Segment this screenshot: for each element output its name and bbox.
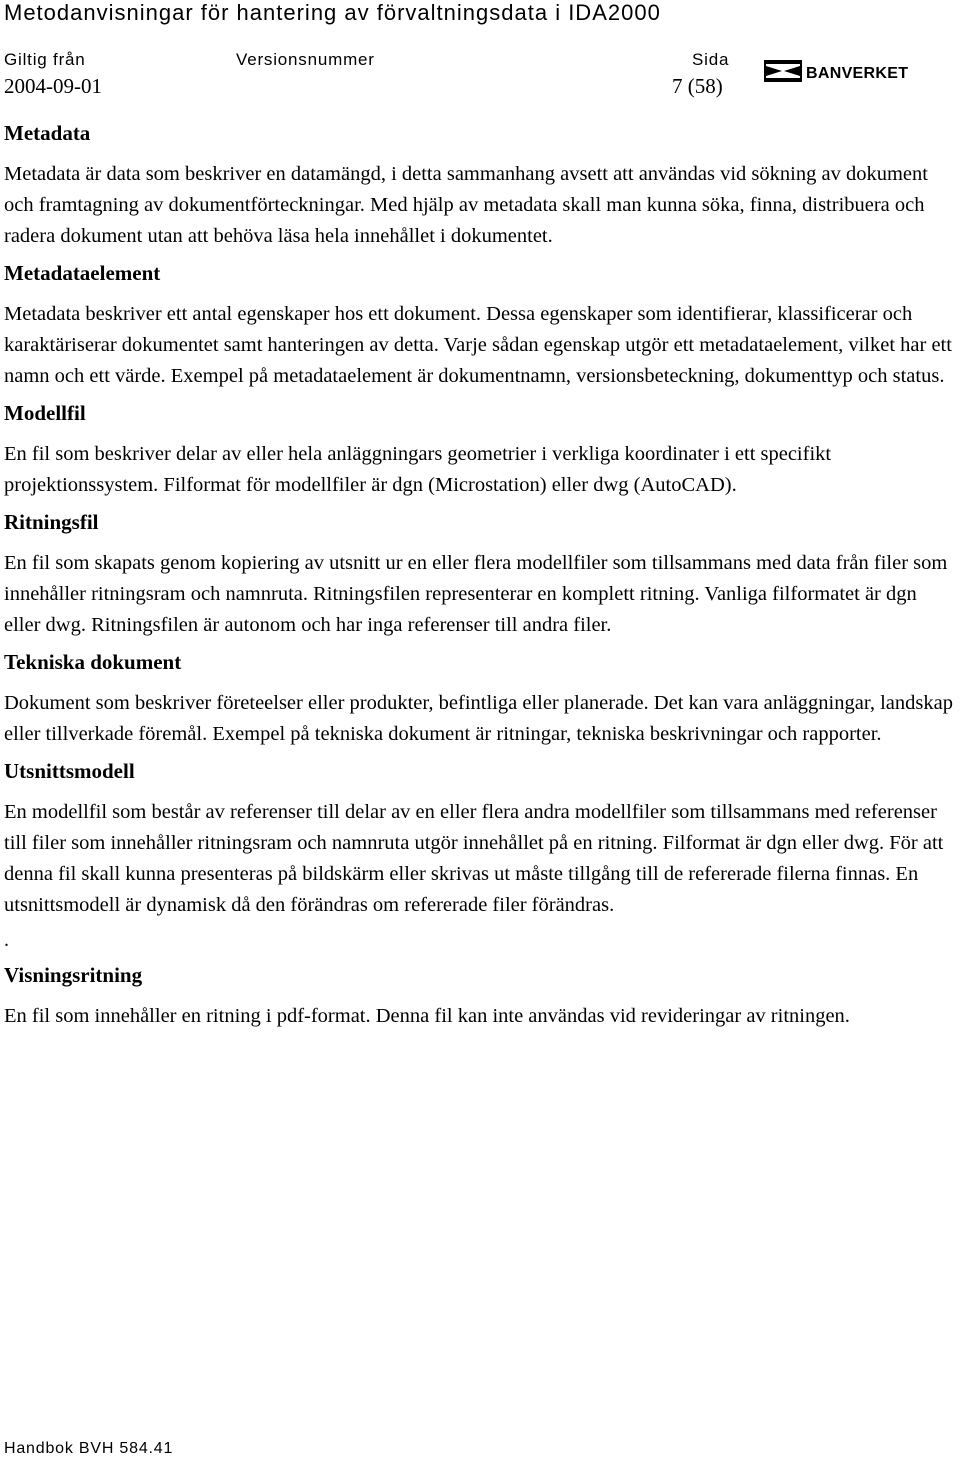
logo-text: BANVERKET (806, 64, 909, 82)
section-title-ritningsfil: Ritningsfil (4, 510, 99, 534)
section-text-metadataelement: Metadata beskriver ett antal egenskaper hos ett dokument. Dessa egenskaper som identifierar, klassificerar och karaktäriserar dokumentet samt hanteringen av detta. Varje sådan egenskap utgör ett metadataelement, vilket har ett namn och ett värde. Exempel på metadataelement är dokumentnamn, versionsbeteckning, dokumenttyp och status. (4, 303, 952, 387)
section-title-modellfil: Modellfil (4, 401, 86, 425)
section-text-ritningsfil: En fil som skapats genom kopiering av utsnitt ur en eller flera modellfiler som tillsammans med data från filer som innehåller ritningsram och namnruta. Ritningsfilen representerar en komplett ritning. Vanliga filformatet är dgn eller dwg. Ritningsfilen är autonom och har inga referenser till andra filer. (4, 552, 948, 636)
section-title-tekniska-dokument: Tekniska dokument (4, 650, 182, 674)
version-number-label: Versionsnummer (236, 50, 375, 69)
page-number-value: 7 (58) (672, 74, 723, 98)
valid-from-label: Giltig från (4, 50, 86, 69)
banverket-logo (764, 60, 908, 87)
section-heading-metadata: Metadata (4, 121, 91, 145)
section-text-modellfil: En fil som beskriver delar av eller hela anläggningars geometrier i verkliga koordinater i ett specifikt projektionssystem. Filformat för modellfiler är dgn (Microstation) eller dwg (AutoCAD). (4, 443, 832, 496)
section-text-tekniska-dokument: Dokument som beskriver företeelser eller produkter, befintliga eller planerade. Det kan vara anläggningar, landskap eller tillverkade föremål. Exempel på tekniska dokument är ritningar, tekniska beskrivningar och rapporter. (4, 692, 953, 745)
stray-dot: . (4, 929, 9, 951)
intro-paragraph: Metadata är data som beskriver en datamängd, i detta sammanhang avsett att användas vid sökning av dokument och framtagning av dokumentförteckningar. Med hjälp av metadata skall man kunna söka, finna, distribuera och radera dokument utan att behöva läsa hela innehållet i dokumentet. (4, 163, 928, 247)
footer-handbook-reference: Handbok BVH 584.41 (4, 1440, 174, 1457)
section-text-utsnittsmodell: En modellfil som består av referenser till delar av en eller flera andra modellfiler som tillsammans med referenser till filer som innehåller ritningsram och namnruta utgör innehållet på en ritning. Filformat är dgn eller dwg. För att denna fil skall kunna presenteras på bildskärm eller skrivas ut måste tillgång till de refererade filerna finnas. En utsnittsmodell är dynamisk då den förändras om refererade filer förändras. (4, 801, 944, 916)
valid-from-value: 2004-09-01 (4, 74, 102, 98)
page-label: Sida (692, 50, 730, 69)
banverket-emblem-icon (764, 60, 802, 87)
section-title-metadataelement: Metadataelement (4, 261, 161, 285)
section-title-utsnittsmodell: Utsnittsmodell (4, 759, 135, 783)
document-title: Metodanvisningar för hantering av förvaltningsdata i IDA2000 (4, 0, 661, 25)
section-text-visningsritning: En fil som innehåller en ritning i pdf-format. Denna fil kan inte användas vid revideringar av ritningen. (4, 1005, 850, 1027)
section-title-visningsritning: Visningsritning (4, 963, 143, 987)
document-body (4, 118, 956, 1032)
